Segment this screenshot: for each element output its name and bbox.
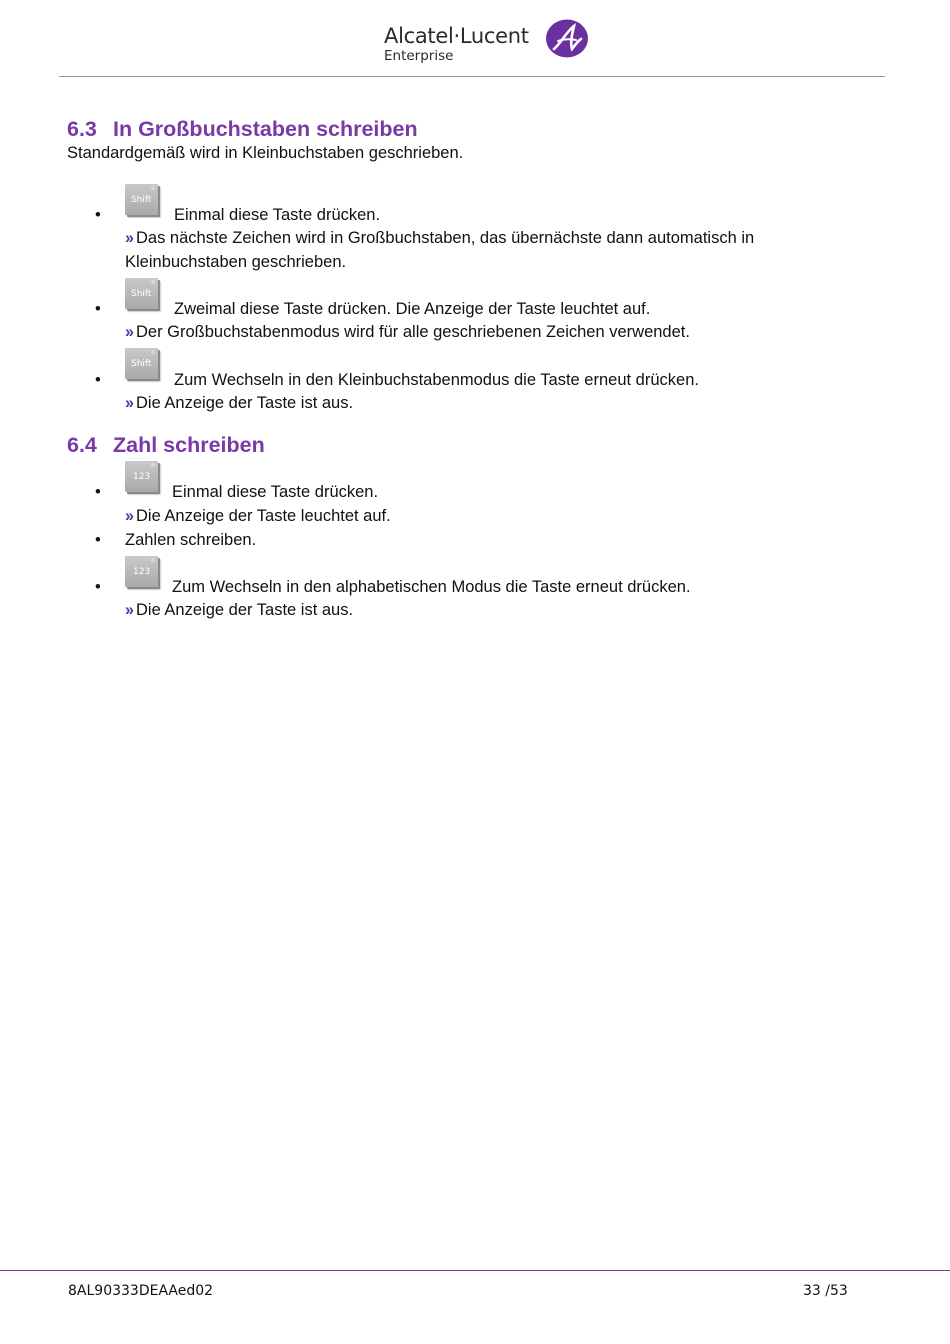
result-marker-icon: ›› bbox=[125, 601, 132, 619]
key-label: Shift bbox=[131, 359, 152, 369]
key-indicator-icon bbox=[151, 186, 155, 190]
result-marker-icon: ›› bbox=[125, 394, 132, 412]
section-intro: Standardgemäß wird in Kleinbuchstaben geschrieben. bbox=[67, 144, 464, 162]
instruction-text: Einmal diese Taste drücken. bbox=[172, 483, 379, 501]
result-text: Die Anzeige der Taste ist aus. bbox=[136, 601, 354, 619]
instruction-text: Zum Wechseln in den Kleinbuchstabenmodus die Taste erneut drücken. bbox=[174, 371, 699, 389]
result-marker-icon: ›› bbox=[125, 507, 132, 525]
result-line bbox=[125, 507, 391, 526]
key-indicator-icon bbox=[151, 350, 155, 354]
instruction-text: Zahlen schreiben. bbox=[125, 531, 257, 549]
result-text-continued: Kleinbuchstaben geschrieben. bbox=[125, 253, 347, 271]
header-divider bbox=[59, 76, 885, 77]
brand-subtitle: Enterprise bbox=[384, 48, 454, 64]
key-label: 123 bbox=[133, 567, 151, 577]
section-number: 6.4 bbox=[67, 433, 97, 457]
key-label: 123 bbox=[133, 472, 151, 482]
shift-key-icon bbox=[125, 278, 158, 309]
key-indicator-icon bbox=[151, 280, 155, 284]
result-line bbox=[125, 601, 353, 620]
bullet-icon: • bbox=[95, 300, 101, 318]
section-title: Zahl schreiben bbox=[113, 433, 265, 457]
bullet-icon: • bbox=[95, 483, 101, 501]
brand bbox=[384, 24, 529, 64]
document-id: 8AL90333DEAAed02 bbox=[68, 1283, 214, 1299]
result-line bbox=[125, 229, 754, 248]
instruction-text: Einmal diese Taste drücken. bbox=[174, 206, 381, 224]
shift-key-icon bbox=[125, 184, 158, 215]
bullet-icon: • bbox=[95, 206, 101, 224]
bullet-icon: • bbox=[95, 578, 101, 596]
page-number: 33 /53 bbox=[803, 1283, 848, 1299]
123-key-icon bbox=[125, 556, 158, 587]
key-label: Shift bbox=[131, 195, 152, 205]
section-number: 6.3 bbox=[67, 117, 97, 141]
key-indicator-icon bbox=[151, 463, 155, 467]
result-marker-icon: ›› bbox=[125, 229, 132, 247]
key-label: Shift bbox=[131, 289, 152, 299]
page-header bbox=[0, 0, 950, 80]
result-text: Das nächste Zeichen wird in Großbuchstaben, das übernächste dann automatisch in bbox=[136, 229, 755, 247]
result-text: Die Anzeige der Taste leuchtet auf. bbox=[136, 507, 391, 525]
bullet-icon: • bbox=[95, 531, 101, 549]
alcatel-lucent-logo-icon bbox=[545, 19, 589, 58]
footer-divider bbox=[0, 1270, 950, 1271]
section-title: In Großbuchstaben schreiben bbox=[113, 117, 418, 141]
key-indicator-icon bbox=[151, 558, 155, 562]
section-heading-6-4 bbox=[67, 433, 265, 458]
result-line bbox=[125, 323, 690, 342]
shift-key-icon bbox=[125, 348, 158, 379]
result-text: Die Anzeige der Taste ist aus. bbox=[136, 394, 354, 412]
brand-name: Alcatel·Lucent bbox=[384, 24, 529, 48]
result-text: Der Großbuchstabenmodus wird für alle geschriebenen Zeichen verwendet. bbox=[136, 323, 690, 341]
instruction-text: Zum Wechseln in den alphabetischen Modus die Taste erneut drücken. bbox=[172, 578, 691, 596]
result-marker-icon: ›› bbox=[125, 323, 132, 341]
instruction-text: Zweimal diese Taste drücken. Die Anzeige der Taste leuchtet auf. bbox=[174, 300, 651, 318]
result-line bbox=[125, 394, 353, 413]
123-key-icon bbox=[125, 461, 158, 492]
bullet-icon: • bbox=[95, 371, 101, 389]
section-heading-6-3 bbox=[67, 117, 418, 142]
